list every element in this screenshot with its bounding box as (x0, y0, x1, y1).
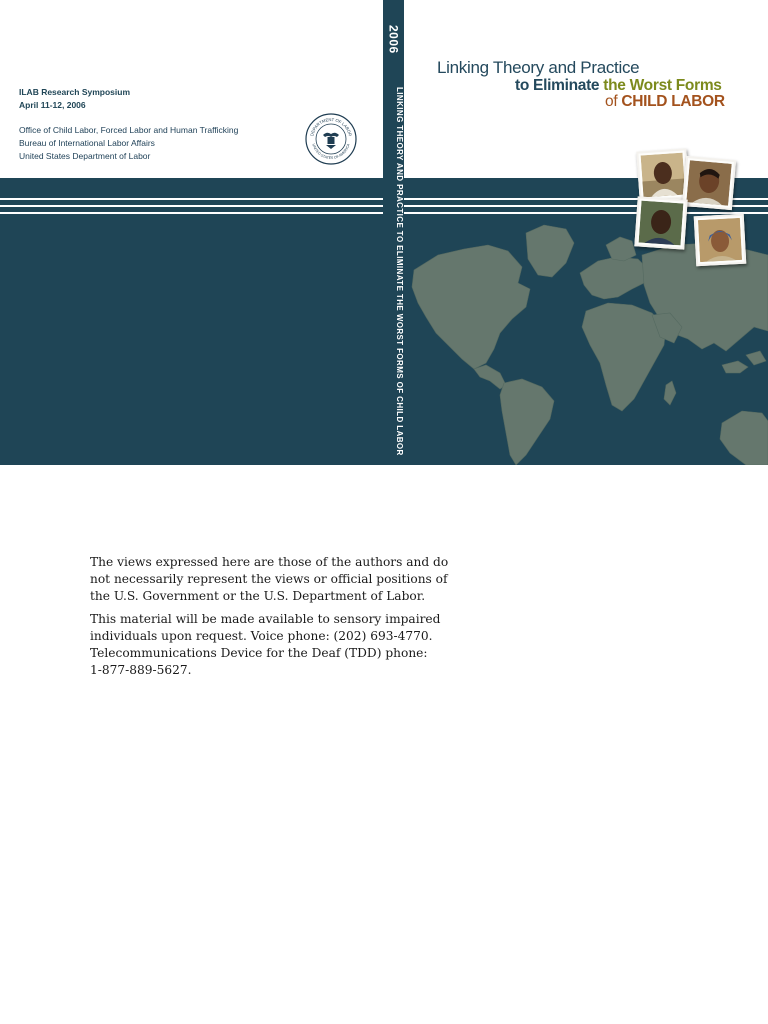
child-photo (636, 148, 689, 201)
text-line: individuals upon request. Voice phone: (202) 693-4770. (90, 629, 433, 644)
spine-year: 2006 (386, 24, 401, 54)
symposium-info (19, 86, 130, 112)
text-line: The views expressed here are those of the authors and do (90, 555, 449, 569)
department-of-labor-seal-icon (305, 113, 357, 165)
child-photo (682, 156, 736, 210)
cover-title-line3 (605, 93, 725, 111)
office-info (19, 124, 238, 163)
seal-text-bottom: UNITED STATES OF AMERICA (311, 143, 351, 161)
disclaimer-views (90, 554, 450, 604)
office-line: Bureau of International Labor Affairs (19, 138, 155, 148)
text-line: 1-877-889-5627. (90, 662, 192, 677)
child-photo (694, 214, 747, 267)
office-line: United States Department of Labor (19, 151, 151, 161)
seal-text-top: DEPARTMENT OF LABOR (309, 116, 353, 137)
cover-title-line1: Linking Theory and Practice (437, 58, 640, 77)
office-line: Office of Child Labor, Forced Labor and Human Trafficking (19, 125, 239, 135)
title-fragment: the Worst Forms (603, 77, 722, 94)
spine-title: LINKING THEORY AND PRACTICE TO ELIMINATE THE WORST FORMS OF CHILD LABOR (395, 86, 404, 456)
symposium-dates: April 11-12, 2006 (19, 100, 86, 110)
text-line: not necessarily represent the views or official positions of (90, 571, 448, 586)
child-photo (634, 196, 687, 249)
symposium-name: ILAB Research Symposium (19, 87, 131, 97)
accessibility-notice (90, 611, 450, 678)
report-cover-spread (0, 0, 768, 465)
text-line: This material will be made available to sensory impaired (90, 612, 441, 627)
title-fragment: of (605, 93, 618, 110)
text-line: the U.S. Government or the U.S. Department of Labor. (90, 588, 426, 603)
title-fragment: to Eliminate (515, 77, 600, 94)
title-fragment: CHILD LABOR (621, 93, 725, 110)
disclaimer-text (90, 554, 450, 686)
text-line: Telecommunications Device for the Deaf (TDD) phone: (90, 645, 428, 660)
